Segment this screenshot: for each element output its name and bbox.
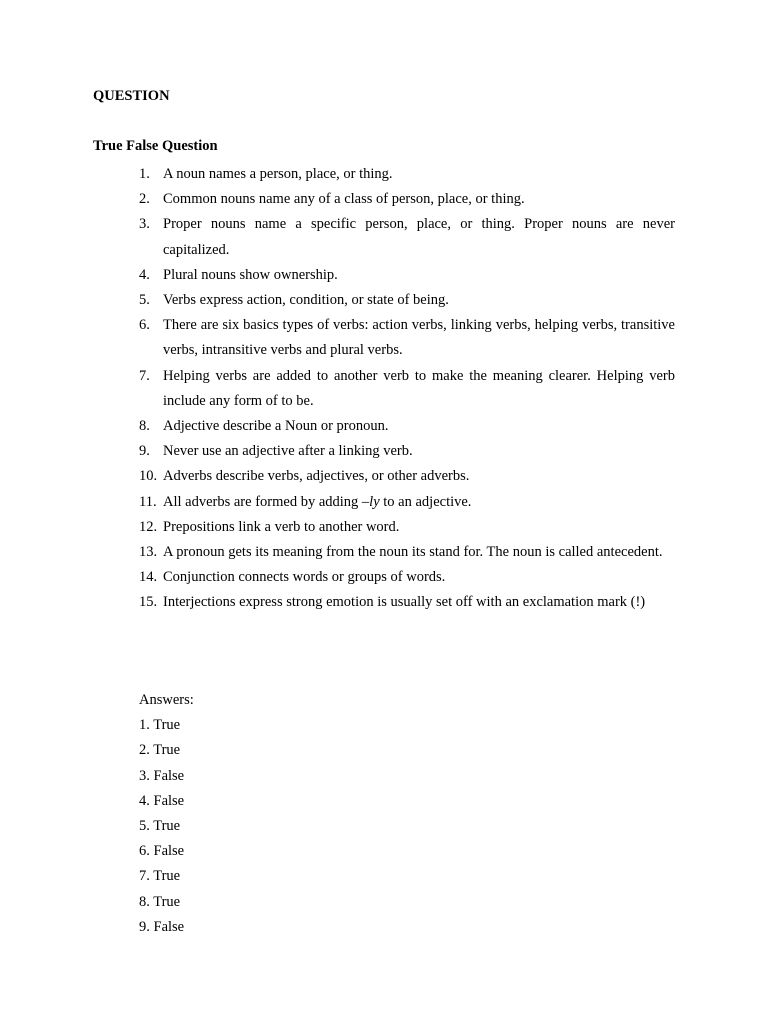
question-number: 8. <box>139 418 150 435</box>
question-text <box>163 490 675 515</box>
question-number: 6. <box>139 317 150 334</box>
question-text: Helping verbs are added to another verb to make the meaning clearer. Helping verb include any form of to be. <box>163 367 675 409</box>
question-text: Verbs express action, condition, or state of being. <box>163 292 449 309</box>
question-text: There are six basics types of verbs: action verbs, linking verbs, helping verbs, transitive verbs, intransitive verbs and plural verbs. <box>163 317 675 359</box>
question-number: 3. <box>139 216 150 233</box>
question-text-part: to an adjective. <box>379 493 472 510</box>
question-item <box>139 414 675 439</box>
question-number: 1. <box>139 166 150 182</box>
question-number: 13. <box>139 544 158 561</box>
question-text: Common nouns name any of a class of person, place, or thing. <box>163 191 525 208</box>
question-number: 11. <box>139 493 157 510</box>
section-title: True False Question <box>93 138 218 154</box>
question-text: Adverbs describe verbs, adjectives, or other adverbs. <box>163 468 470 485</box>
answers-section <box>139 688 194 940</box>
question-item <box>139 263 675 288</box>
question-item <box>139 439 675 464</box>
answer-item: 2. True <box>139 742 181 759</box>
question-text-suffix: –ly <box>361 493 380 510</box>
question-text: A noun names a person, place, or thing. <box>163 166 393 182</box>
question-item <box>139 364 675 414</box>
answer-item: 7. True <box>139 868 181 885</box>
question-number: 14. <box>139 569 158 586</box>
question-item <box>139 490 675 515</box>
answer-item: 3. False <box>139 767 185 784</box>
question-number: 2. <box>139 191 150 208</box>
question-number: 5. <box>139 292 150 309</box>
answer-item: 6. False <box>139 843 185 860</box>
question-item <box>139 187 675 212</box>
question-number: 4. <box>139 266 150 283</box>
question-text: Adjective describe a Noun or pronoun. <box>163 418 389 435</box>
question-text: Proper nouns name a specific person, place, or thing. Proper nouns are never capitalized. <box>163 216 675 258</box>
question-number: 10. <box>139 468 158 485</box>
question-number: 12. <box>139 518 158 535</box>
question-item <box>139 212 675 262</box>
answer-item: 4. False <box>139 792 185 809</box>
question-list <box>139 162 675 616</box>
question-text-part: All adverbs are formed by adding <box>163 493 362 510</box>
question-text: Plural nouns show ownership. <box>163 266 338 283</box>
question-item <box>139 313 675 363</box>
question-number: 7. <box>139 367 150 384</box>
question-item <box>139 464 675 489</box>
answer-item: 8. True <box>139 893 181 910</box>
question-text: Conjunction connects words or groups of words. <box>163 569 446 586</box>
question-item <box>139 288 675 313</box>
page-title: QUESTION <box>93 88 170 104</box>
question-number: 9. <box>139 443 150 460</box>
question-text: Prepositions link a verb to another word. <box>163 518 400 535</box>
answer-item: 9. False <box>139 918 185 935</box>
answers-label: Answers: <box>139 692 194 708</box>
answer-item: 5. True <box>139 818 181 835</box>
answer-item: 1. True <box>139 717 181 734</box>
question-item <box>139 515 675 540</box>
question-item <box>139 540 675 565</box>
question-item <box>139 590 675 615</box>
question-item <box>139 565 675 590</box>
question-item <box>139 162 675 187</box>
question-text: A pronoun gets its meaning from the noun its stand for. The noun is called antecedent. <box>163 544 663 561</box>
question-number: 15. <box>139 594 158 611</box>
question-text: Interjections express strong emotion is usually set off with an exclamation mark (!) <box>163 594 646 611</box>
question-text: Never use an adjective after a linking verb. <box>163 443 413 460</box>
